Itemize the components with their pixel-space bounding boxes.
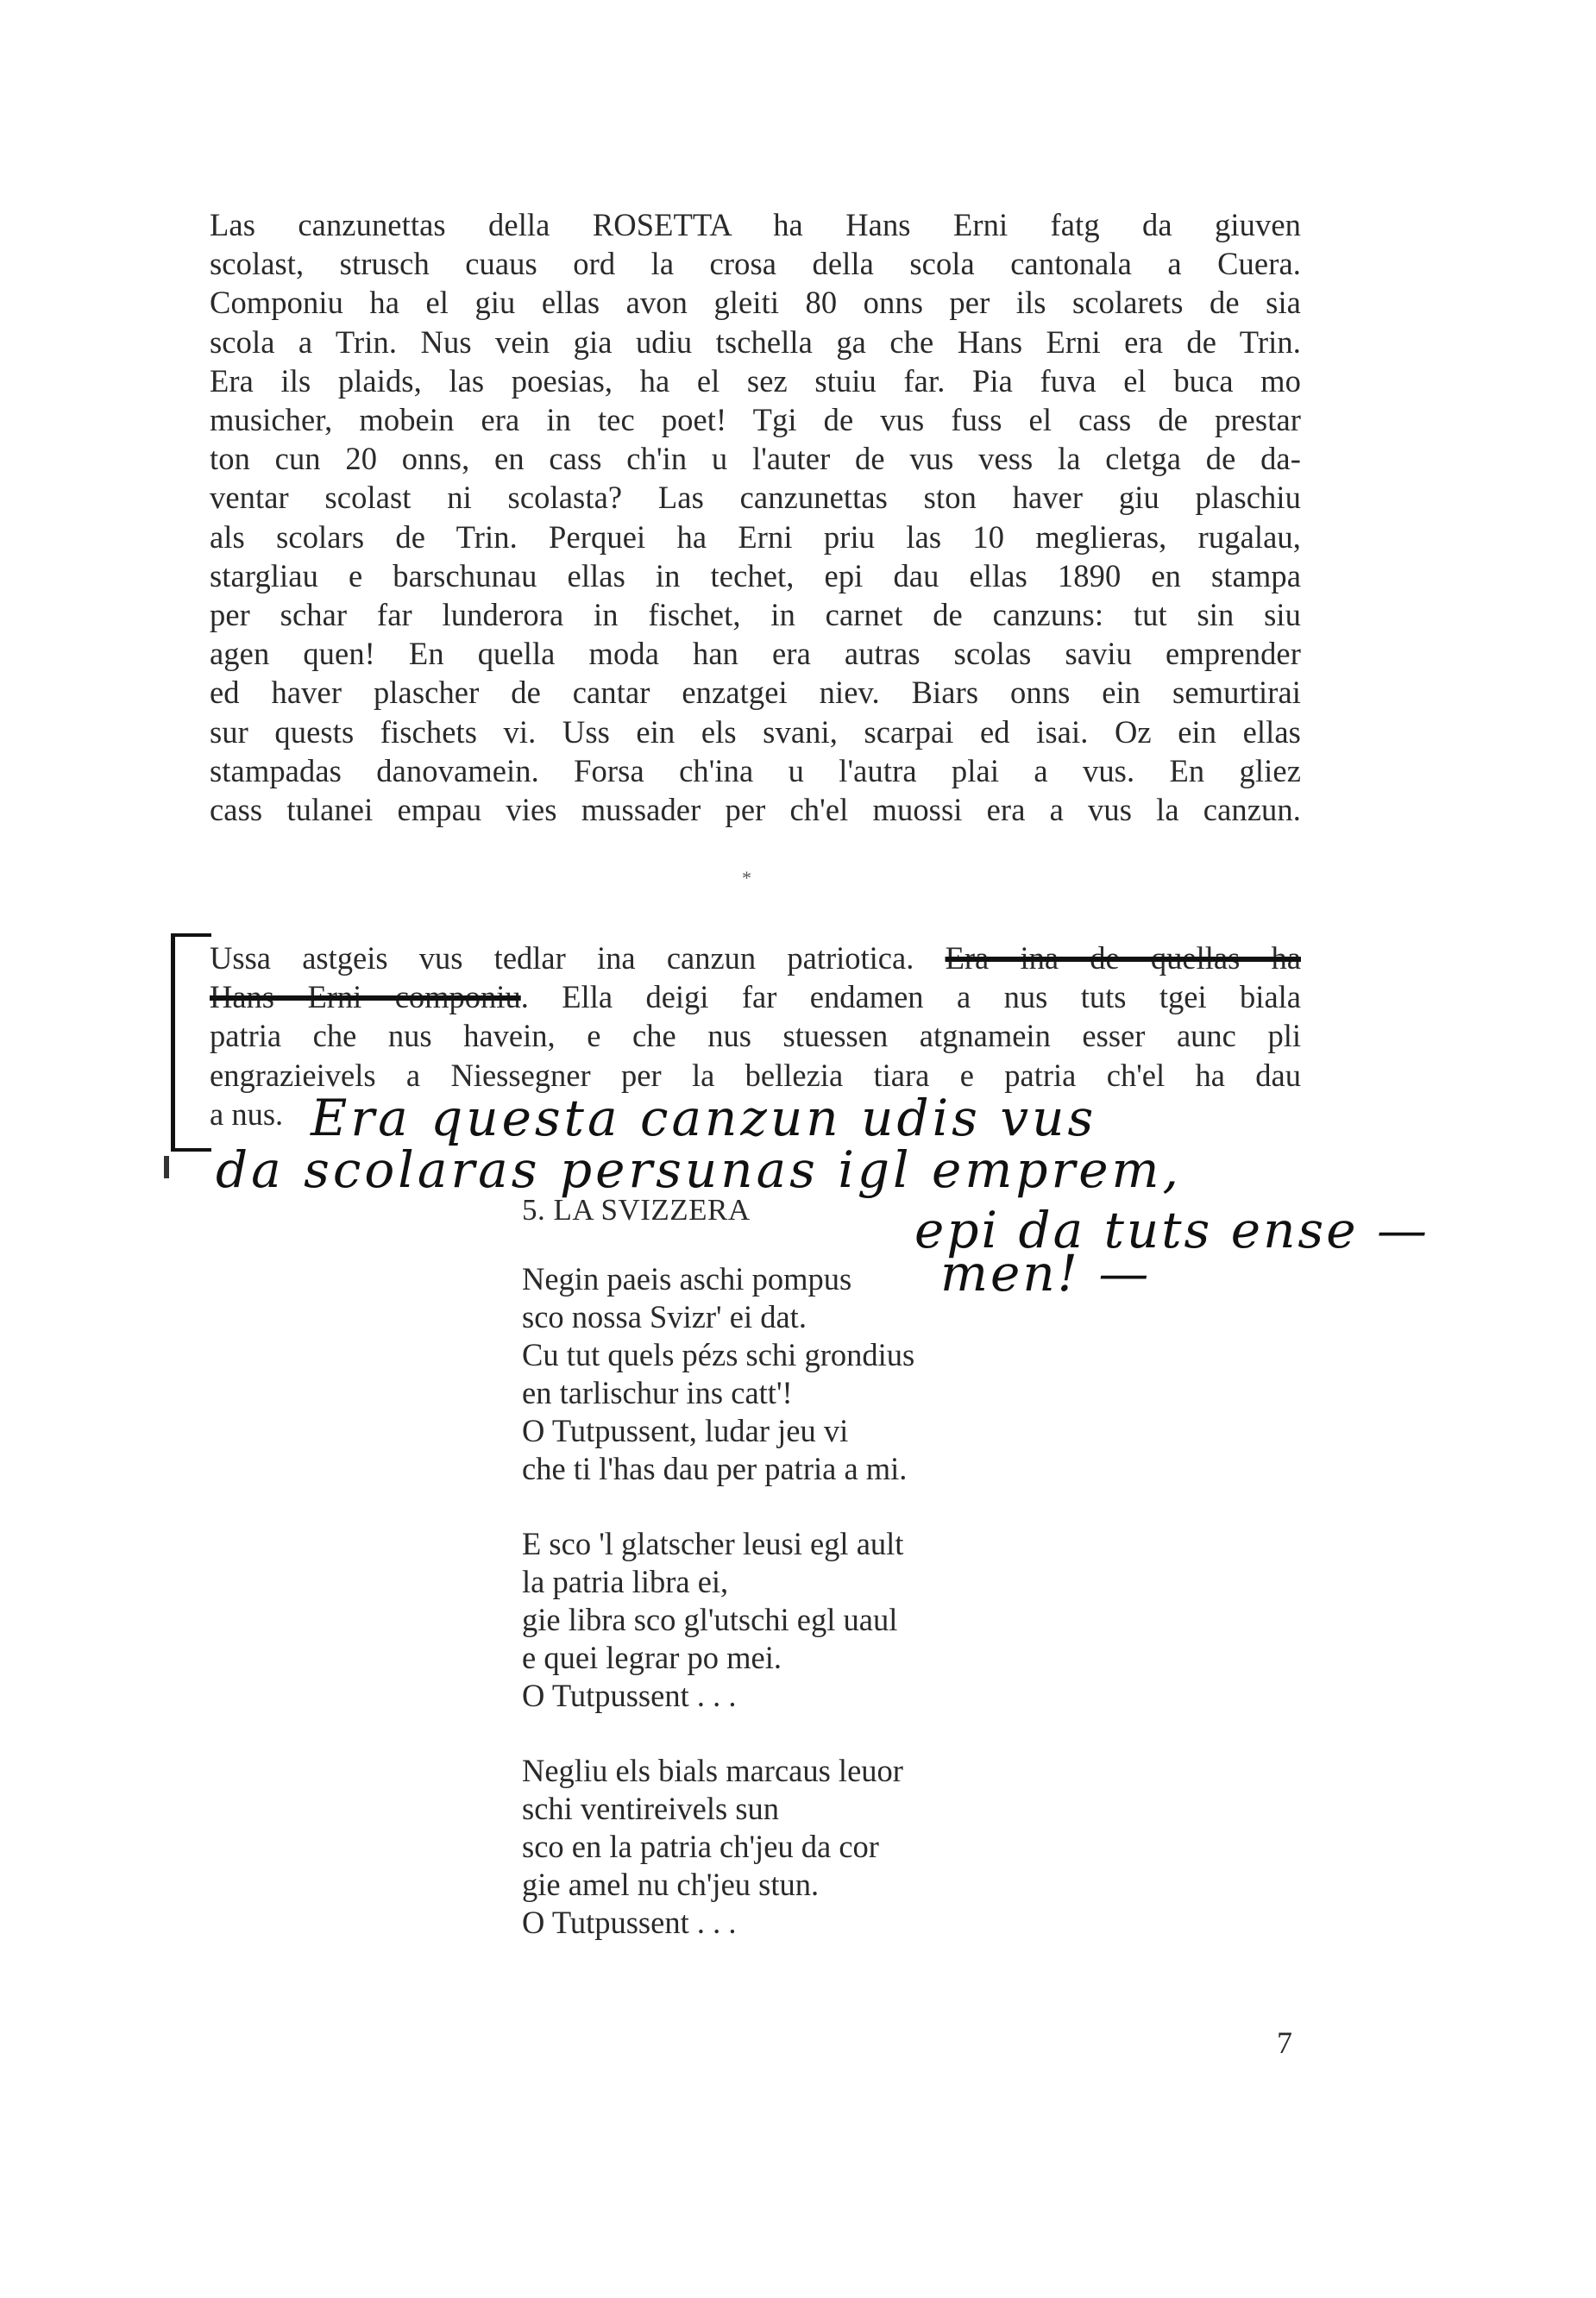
poem-verse: en tarlischur ins catt'!: [522, 1375, 793, 1410]
struck-text: Era ina de quellas ha: [945, 940, 1301, 976]
intro-line: als scolars de Trin. Perquei ha Erni priu las 10 meglieras, rugalau,: [210, 518, 1301, 555]
intro-line: scolast, strusch cuaus ord la crosa della scola cantonala a Cuera.: [210, 246, 1301, 282]
intro-line: ventar scolast ni scolasta? Las canzunettas ston haver giu plaschiu: [210, 480, 1301, 516]
para2-text: . Ella deigi far endamen a nus tuts tgei biala: [520, 979, 1301, 1015]
poem-title: 5. LA SVIZZERA: [522, 1193, 751, 1227]
poem-verse: O Tutpussent, ludar jeu vi: [522, 1413, 849, 1448]
intro-line: Era ils plaids, las poesias, ha el sez stuiu far. Pia fuva el buca mo: [210, 362, 1301, 399]
intro-line: stampadas danovamein. Forsa ch'ina u l'autra plai a vus. En gliez: [210, 752, 1301, 788]
poem-verse: Cu tut quels pézs schi grondius: [522, 1337, 915, 1372]
struck-text: Hans Erni componiu: [210, 979, 521, 1015]
poem-verse: E sco 'l glatscher leusi egl ault: [522, 1526, 904, 1561]
poem-verse: gie amel nu ch'jeu stun.: [522, 1867, 820, 1902]
handwritten-note: Era questa canzun udis vus: [311, 1089, 1097, 1147]
intro-line: Las canzunettas della ROSETTA ha Hans Erni fatg da giuven: [210, 207, 1301, 242]
poem-stanza: [522, 1752, 914, 1942]
section-separator: *: [742, 867, 751, 888]
intro-line: ton cun 20 onns, en cass ch'in u l'auter de vus vess la cletga de da-: [210, 441, 1301, 477]
poem-verse: schi ventireivels sun: [522, 1791, 780, 1826]
poem-verse: sco en la patria ch'jeu da cor: [522, 1829, 879, 1864]
intro-line: agen quen! En quella moda han era autras scolas saviu emprender: [210, 636, 1301, 672]
intro-line: ed haver plascher de cantar enzatgei niev. Biars onns ein semurtirai: [210, 675, 1301, 711]
poem-body: [522, 1260, 914, 1979]
handwritten-note: men! —: [940, 1244, 1152, 1303]
poem-verse: O Tutpussent . . .: [522, 1678, 737, 1713]
intro-paragraph: [210, 205, 1301, 829]
poem-verse: gie libra sco gl'utschi egl uaul: [522, 1602, 898, 1637]
intro-line: scola a Trin. Nus vein gia udiu tschella ga che Hans Erni era de Trin.: [210, 323, 1301, 360]
poem-stanza: [522, 1525, 914, 1715]
poem-verse: che ti l'has dau per patria a mi.: [522, 1451, 908, 1486]
intro-line: stargliau e barschunau ellas in techet, epi dau ellas 1890 en stampa: [210, 557, 1301, 593]
intro-line: per schar far lunderora in fischet, in carnet de canzuns: tut sin siu: [210, 597, 1301, 633]
intro-line: sur quests fischets vi. Uss ein els svani, scarpai ed isai. Oz ein ellas: [210, 713, 1301, 750]
para2-line: engrazieivels a Niessegner per la bellezia tiara e patria ch'el ha dau: [210, 1057, 1301, 1093]
poem-stanza: [522, 1260, 914, 1488]
para2-line: [210, 939, 1301, 977]
poem-verse: sco nossa Svizr' ei dat.: [522, 1299, 807, 1334]
handwritten-note: epi da tuts ense —: [914, 1201, 1429, 1259]
poem-verse: la patria libra ei,: [522, 1564, 729, 1599]
intro-line: Componiu ha el giu ellas avon gleiti 80 onns per ils scolarets de sia: [210, 285, 1301, 321]
intro-line: musicher, mobein era in tec poet! Tgi de vus fuss el cass de prestar: [210, 402, 1301, 438]
para2-line: patria che nus havein, e che nus stuessen atgnamein esser aunc pli: [210, 1018, 1301, 1054]
para2-line: a nus.: [210, 1096, 284, 1132]
margin-bracket-tick: [164, 1156, 169, 1178]
poem-verse: Negin paeis aschi pompus: [522, 1261, 852, 1297]
poem-verse: e quei legrar po mei.: [522, 1640, 782, 1675]
poem-verse: O Tutpussent . . .: [522, 1905, 737, 1940]
handwritten-note: da scolaras persunas igl emprem,: [216, 1140, 1182, 1199]
para2-line: [210, 977, 1301, 1016]
para2-text: Ussa astgeis vus tedlar ina canzun patriotica.: [210, 940, 946, 976]
poem-verse: Negliu els bials marcaus leuor: [522, 1753, 903, 1788]
intro-line: cass tulanei empau vies mussader per ch'el muossi era a vus la canzun.: [210, 792, 1301, 828]
margin-bracket: [171, 933, 211, 1152]
page-number: 7: [1277, 2025, 1292, 2060]
